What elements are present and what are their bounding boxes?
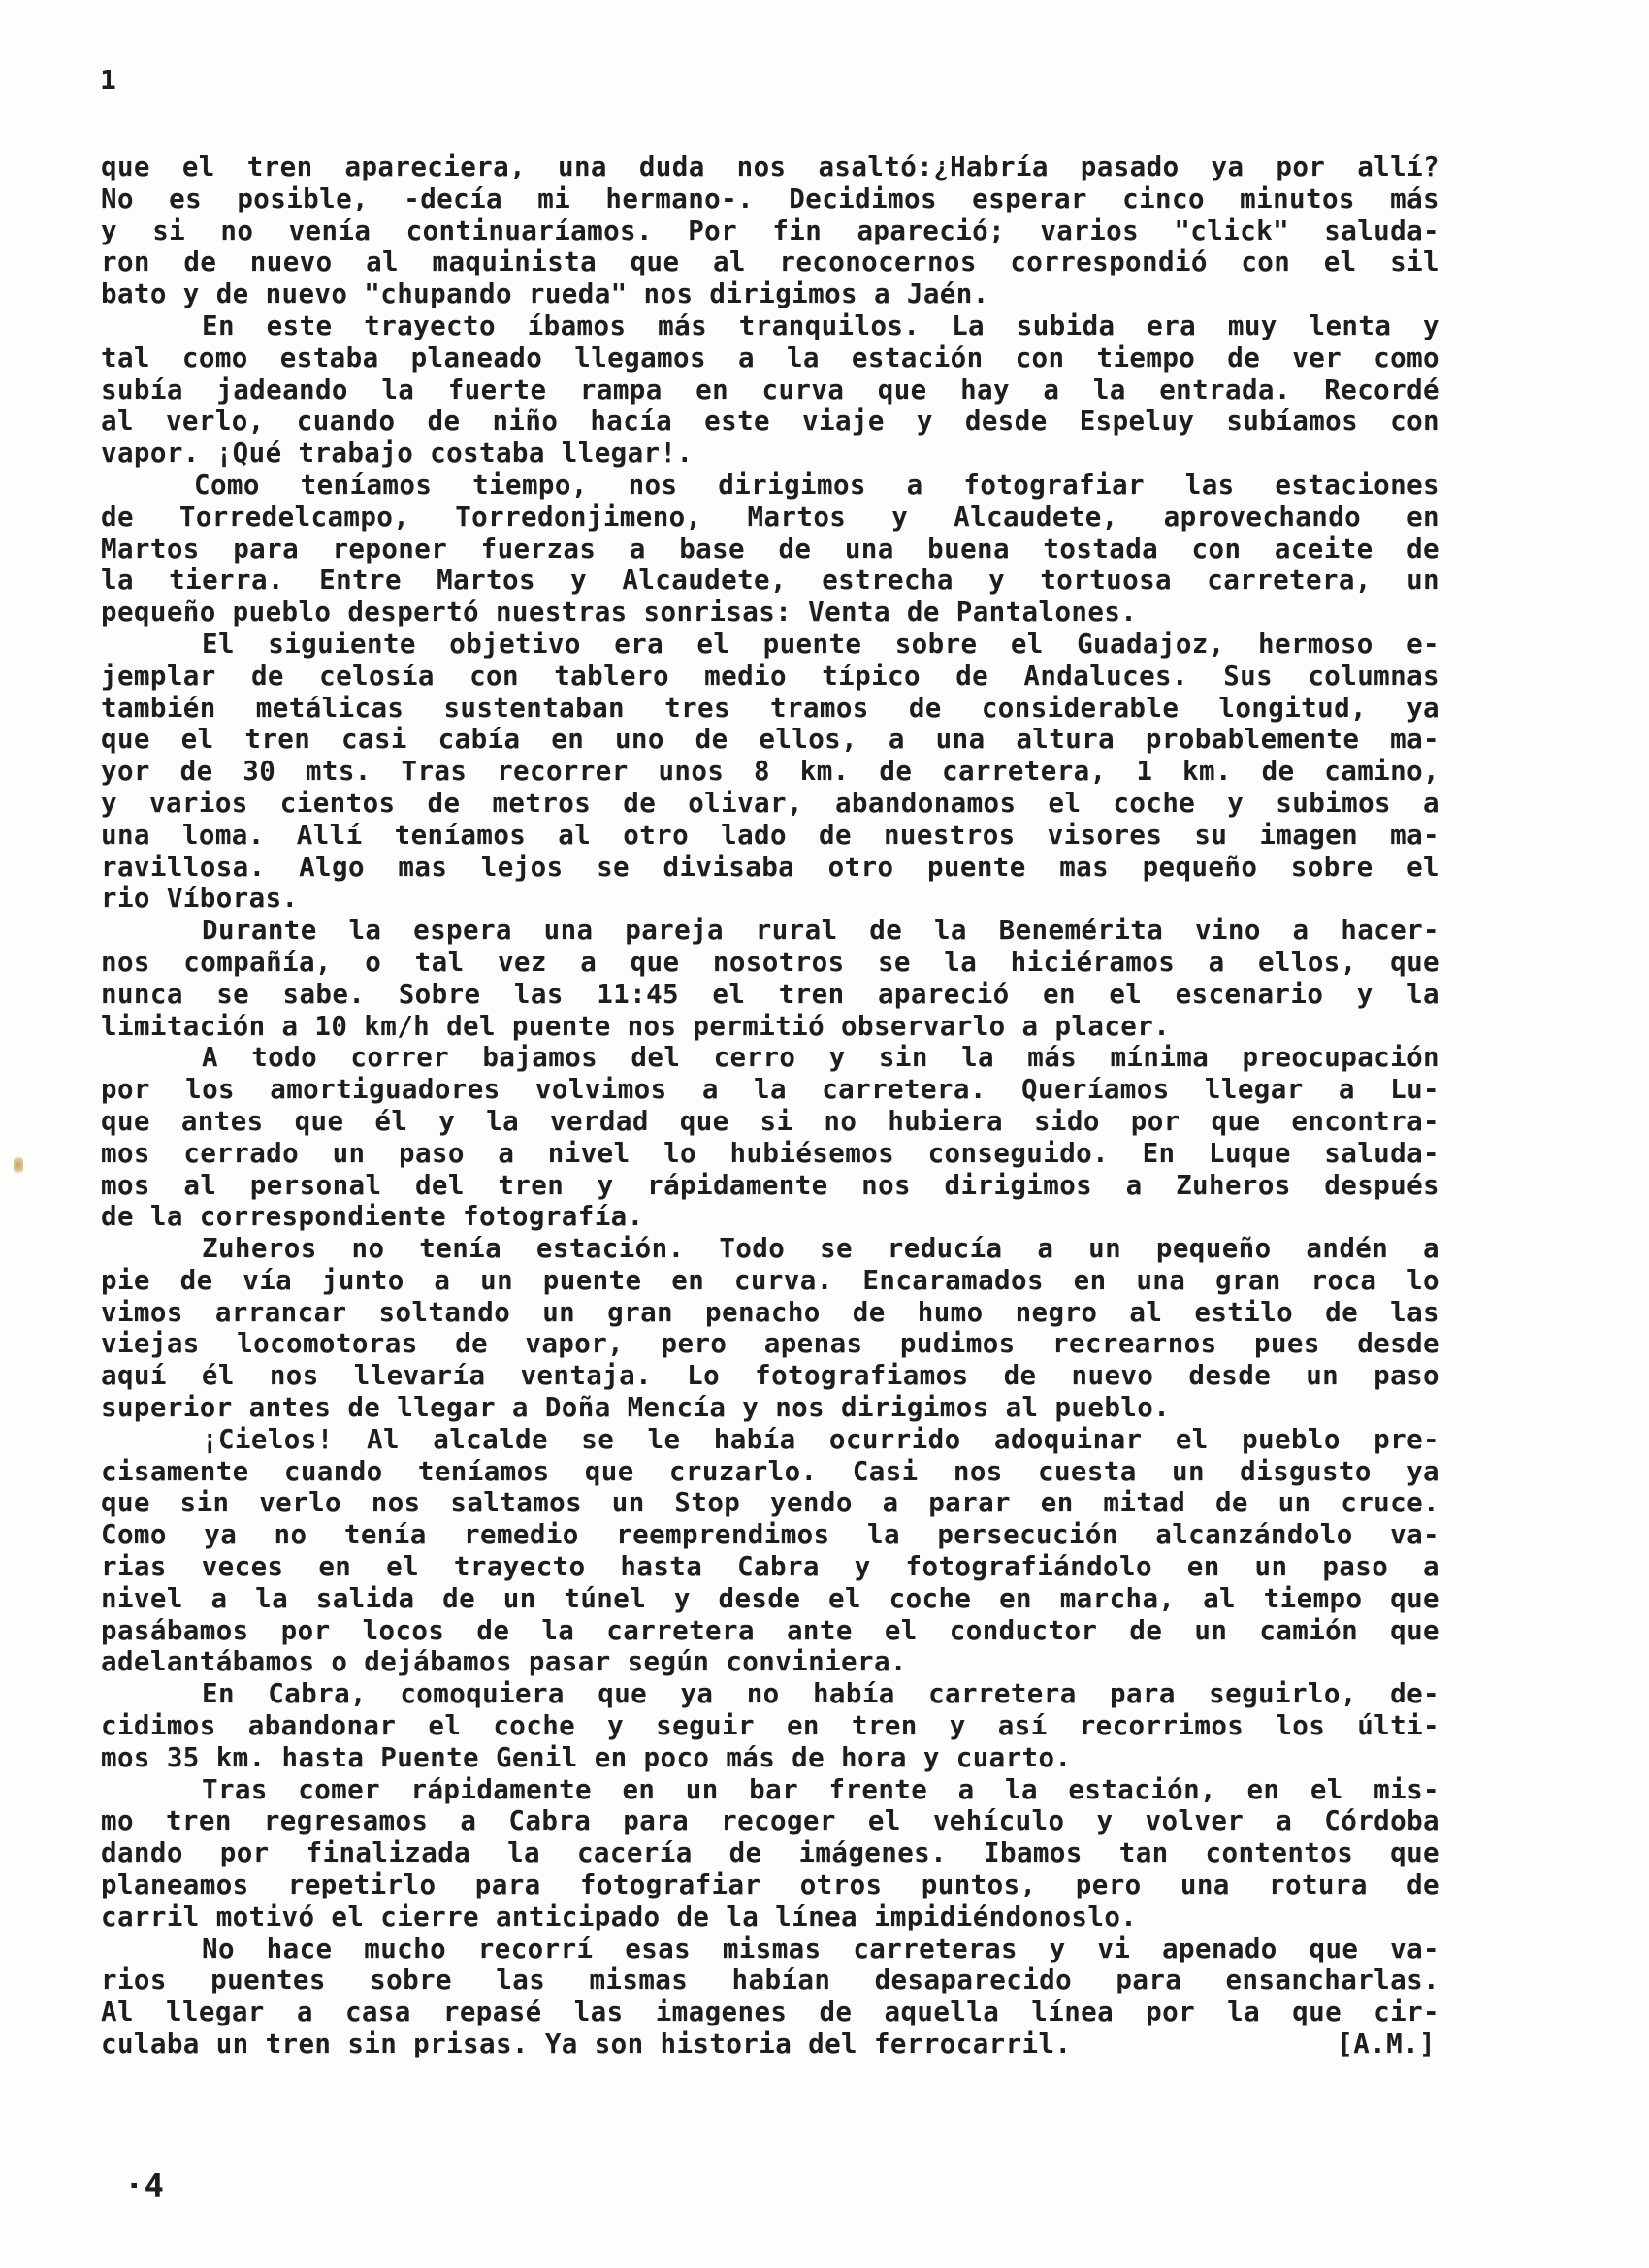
- text-line: Al llegar a casa repasé las imagenes de aquella línea por la que cir-: [101, 1996, 1439, 2028]
- text-line: limitación a 10 km/h del puente nos permitió observarlo a placer.: [101, 1010, 1171, 1042]
- page-number-top: 1: [100, 64, 116, 96]
- text-line: mos al personal del tren y rápidamente nos dirigimos a Zuheros después: [101, 1169, 1439, 1201]
- text-line: mos 35 km. hasta Puente Genil en poco más de hora y cuarto.: [101, 1741, 1072, 1773]
- text-line: ravillosa. Algo mas lejos se divisaba otro puente mas pequeño sobre el: [101, 851, 1439, 883]
- text-line: nivel a la salida de un túnel y desde el coche en marcha, al tiempo que: [101, 1582, 1439, 1614]
- text-line: nos compañía, o tal vez a que nosotros se la hiciéramos a ellos, que: [101, 946, 1439, 978]
- text-line: de Torredelcampo, Torredonjimeno, Martos y Alcaudete, aprovechando en: [101, 501, 1439, 533]
- text-line: y varios cientos de metros de olivar, abandonamos el coche y subimos a: [101, 787, 1439, 819]
- paragraph-start-line: Como teníamos tiempo, nos dirigimos a fotografiar las estaciones: [194, 469, 1439, 501]
- text-line: al verlo, cuando de niño hacía este viaje y desde Espeluy subíamos con: [101, 405, 1439, 437]
- text-line: cisamente cuando teníamos que cruzarlo. Casi nos cuesta un disgusto ya: [101, 1455, 1439, 1487]
- text-line: nunca se sabe. Sobre las 11:45 el tren apareció en el escenario y la: [101, 978, 1439, 1010]
- text-line: Martos para reponer fuerzas a base de una buena tostada con aceite de: [101, 533, 1439, 565]
- text-line: rio Víboras.: [101, 883, 299, 915]
- text-line: rios puentes sobre las mismas habían desaparecido para ensancharlas.: [101, 1964, 1439, 1996]
- text-line: jemplar de celosía con tablero medio típico de Andaluces. Sus columnas: [101, 660, 1439, 692]
- paragraph-start-line: No hace mucho recorrí esas mismas carreteras y vi apenado que va-: [202, 1932, 1439, 1964]
- text-line: cidimos abandonar el coche y seguir en tren y así recorrimos los últi-: [101, 1710, 1439, 1742]
- paragraph-start-line: El siguiente objetivo era el puente sobre el Guadajoz, hermoso e-: [202, 628, 1439, 660]
- text-line: vapor. ¡Qué trabajo costaba llegar!.: [101, 437, 694, 470]
- article-body: [101, 151, 1439, 2060]
- paper-stain: [14, 1154, 23, 1176]
- text-line: viejas locomotoras de vapor, pero apenas pudimos recrearnos pues desde: [101, 1328, 1439, 1360]
- text-line: subía jadeando la fuerte rampa en curva que hay a la entrada. Recordé: [101, 373, 1439, 405]
- text-line: vimos arrancar soltando un gran penacho de humo negro al estilo de las: [101, 1296, 1439, 1328]
- text-line: que antes que él y la verdad que si no hubiera sido por que encontra-: [101, 1105, 1439, 1137]
- text-line: carril motivó el cierre anticipado de la línea impidiéndonoslo.: [101, 1900, 1138, 1932]
- text-line: superior antes de llegar a Doña Mencía y nos dirigimos al pueblo.: [101, 1392, 1171, 1424]
- text-line: rias veces en el trayecto hasta Cabra y fotografiándolo en un paso a: [101, 1551, 1439, 1583]
- text-line: de la correspondiente fotografía.: [101, 1201, 644, 1233]
- text-line: también metálicas sustentaban tres tramos de considerable longitud, ya: [101, 692, 1439, 724]
- text-line: mo tren regresamos a Cabra para recoger el vehículo y volver a Córdoba: [101, 1805, 1439, 1837]
- text-line: por los amortiguadores volvimos a la carretera. Queríamos llegar a Lu-: [101, 1074, 1439, 1106]
- text-line: mos cerrado un paso a nivel lo hubiésemos conseguido. En Luque saluda-: [101, 1137, 1439, 1169]
- text-line: Como ya no tenía remedio reemprendimos la persecución alcanzándolo va-: [101, 1519, 1439, 1551]
- text-line: aquí él nos llevaría ventaja. Lo fotografiamos de nuevo desde un paso: [101, 1360, 1439, 1392]
- author-signature: [A.M.]: [1337, 2028, 1436, 2060]
- text-line: que el tren apareciera, una duda nos asaltó:¿Habría pasado ya por allí?: [101, 151, 1439, 182]
- text-line: la tierra. Entre Martos y Alcaudete, estrecha y tortuosa carretera, un: [101, 565, 1439, 597]
- paragraph-start-line: En este trayecto íbamos más tranquilos. La subida era muy lenta y: [202, 309, 1439, 341]
- paragraph-start-line: En Cabra, comoquiera que ya no había carretera para seguirlo, de-: [202, 1678, 1439, 1710]
- text-line: ron de nuevo al maquinista que al reconocernos correspondió con el sil: [101, 246, 1439, 278]
- paragraph-start-line: Zuheros no tenía estación. Todo se reducía a un pequeño andén a: [202, 1233, 1439, 1265]
- text-line: bato y de nuevo "chupando rueda" nos dirigimos a Jaén.: [101, 278, 989, 310]
- page-number-bottom: ·4: [124, 2167, 164, 2206]
- text-line: No es posible, -decía mi hermano-. Decidimos esperar cinco minutos más: [101, 182, 1439, 214]
- text-line: adelantábamos o dejábamos pasar según conviniera.: [101, 1646, 907, 1678]
- text-line: yor de 30 mts. Tras recorrer unos 8 km. de carretera, 1 km. de camino,: [101, 756, 1439, 788]
- paragraph-start-line: A todo correr bajamos del cerro y sin la más mínima preocupación: [202, 1042, 1439, 1074]
- final-line: [101, 2028, 1439, 2060]
- text-line: culaba un tren sin prisas. Ya son historia del ferrocarril.: [101, 2028, 1072, 2060]
- text-line: y si no venía continuaríamos. Por fin apareció; varios "click" saluda-: [101, 214, 1439, 246]
- text-line: dando por finalizada la cacería de imágenes. Ibamos tan contentos que: [101, 1837, 1439, 1869]
- paragraph-start-line: Tras comer rápidamente en un bar frente a la estación, en el mis-: [202, 1773, 1439, 1805]
- text-line: pie de vía junto a un puente en curva. Encaramados en una gran roca lo: [101, 1264, 1439, 1296]
- paragraph-start-line: Durante la espera una pareja rural de la Benemérita vino a hacer-: [202, 915, 1439, 947]
- text-line: pequeño pueblo despertó nuestras sonrisas: Venta de Pantalones.: [101, 597, 1138, 629]
- text-line: planeamos repetirlo para fotografiar otros puntos, pero una rotura de: [101, 1869, 1439, 1901]
- text-line: que el tren casi cabía en uno de ellos, a una altura probablemente ma-: [101, 724, 1439, 756]
- text-line: una loma. Allí teníamos al otro lado de nuestros visores su imagen ma-: [101, 819, 1439, 851]
- text-line: pasábamos por locos de la carretera ante el conductor de un camión que: [101, 1614, 1439, 1646]
- paragraph-start-line: ¡Cielos! Al alcalde se le había ocurrido adoquinar el pueblo pre-: [202, 1423, 1439, 1455]
- text-line: tal como estaba planeado llegamos a la estación con tiempo de ver como: [101, 341, 1439, 373]
- text-line: que sin verlo nos saltamos un Stop yendo a parar en mitad de un cruce.: [101, 1487, 1439, 1519]
